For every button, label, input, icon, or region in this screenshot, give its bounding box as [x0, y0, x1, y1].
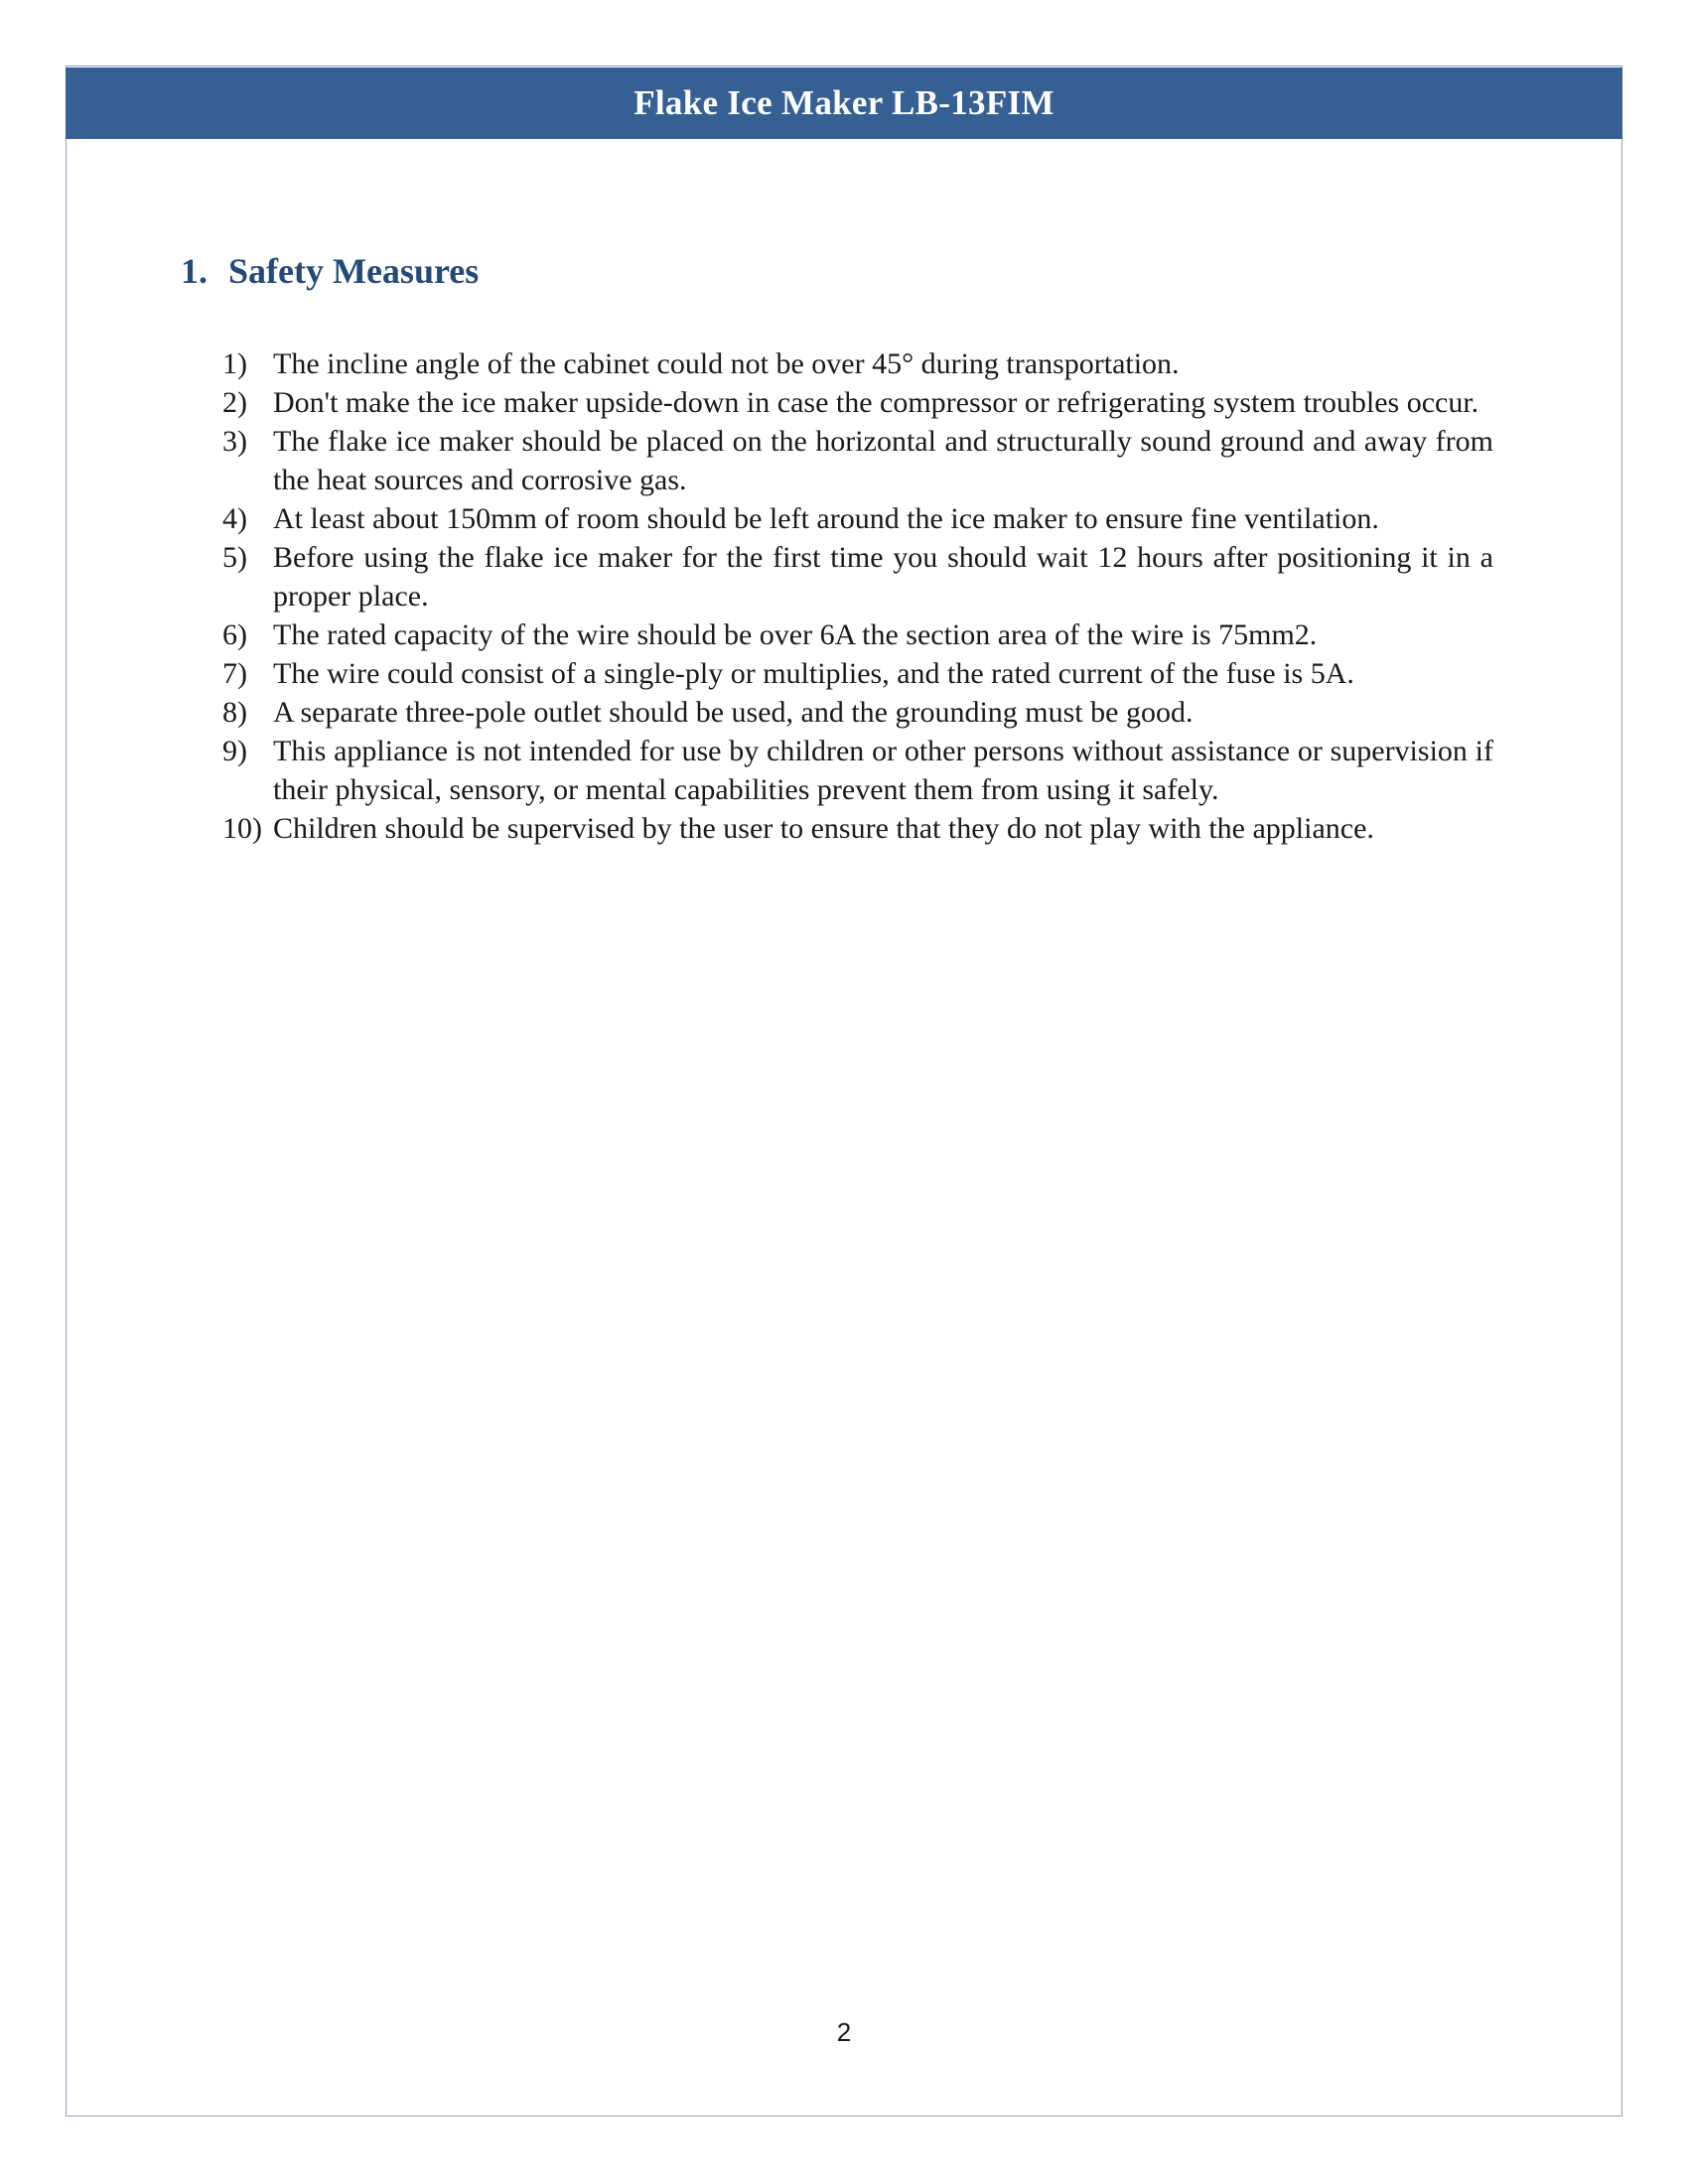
- list-item-marker: 6): [222, 618, 247, 651]
- list-item: [222, 344, 1493, 383]
- list-item-marker: 1): [222, 347, 247, 380]
- list-item: [222, 499, 1493, 538]
- list-item: [222, 422, 1493, 499]
- list-item-marker: 5): [222, 541, 247, 574]
- safety-measures-list: [222, 344, 1493, 848]
- list-item-text: This appliance is not intended for use by children or other persons without assistance or supervision if their physical, sensory, or mental capabilities prevent them from using it safely.: [273, 735, 1493, 806]
- section-number: 1.: [181, 251, 208, 291]
- list-item-marker: 10): [222, 812, 262, 845]
- document-header: [66, 68, 1622, 139]
- list-item-text: The flake ice maker should be placed on the horizontal and structurally sound ground and away from the heat sources and corrosive gas.: [273, 425, 1493, 496]
- list-item-marker: 3): [222, 425, 247, 458]
- list-item-text: Don't make the ice maker upside-down in case the compressor or refrigerating system troubles occur.: [273, 386, 1479, 419]
- section-title: Safety Measures: [228, 251, 480, 291]
- list-item: [222, 693, 1493, 732]
- list-item-text: Children should be supervised by the user to ensure that they do not play with the appliance.: [273, 812, 1374, 845]
- page-number: 2: [836, 2017, 852, 2047]
- section-heading: [181, 250, 479, 292]
- list-item-marker: 2): [222, 386, 247, 419]
- list-item-text: At least about 150mm of room should be left around the ice maker to ensure fine ventilation.: [273, 502, 1379, 535]
- list-item-text: The rated capacity of the wire should be over 6A the section area of the wire is 75mm2.: [273, 618, 1318, 651]
- list-item: [222, 383, 1493, 422]
- list-item-text: A separate three-pole outlet should be used, and the grounding must be good.: [273, 696, 1194, 729]
- list-item-text: The wire could consist of a single-ply or multiplies, and the rated current of the fuse is 5A.: [273, 657, 1354, 690]
- list-item-marker: 4): [222, 502, 247, 535]
- list-item-marker: 7): [222, 657, 247, 690]
- list-item: [222, 809, 1493, 848]
- document-title: Flake Ice Maker LB-13FIM: [633, 83, 1055, 122]
- list-item: [222, 654, 1493, 693]
- list-item-text: Before using the flake ice maker for the first time you should wait 12 hours after positioning it in a proper place.: [273, 541, 1493, 613]
- list-item: [222, 538, 1493, 615]
- list-item: [222, 732, 1493, 809]
- list-item: [222, 615, 1493, 654]
- list-item-marker: 9): [222, 735, 247, 767]
- list-item-text: The incline angle of the cabinet could not be over 45° during transportation.: [273, 347, 1180, 380]
- list-item-marker: 8): [222, 696, 247, 729]
